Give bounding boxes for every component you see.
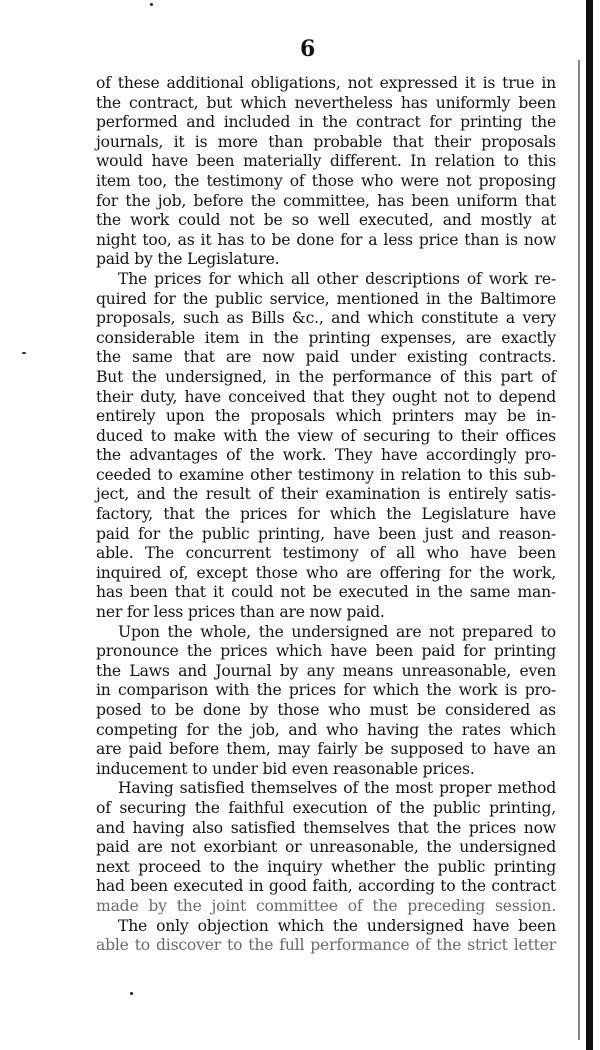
binding-edge <box>576 0 600 1050</box>
text-line: able. The concurrent testimony of all who have been <box>96 544 556 563</box>
text-line: entirely upon the proposals which printers may be in- <box>96 407 556 426</box>
ink-speck <box>22 352 26 354</box>
text-line: made by the joint committee of the preceding session. <box>96 896 556 915</box>
text-line: and having also satisfied themselves that the prices now <box>96 818 556 837</box>
text-line: the work could not be so well executed, and mostly at <box>96 211 556 230</box>
text-line: The only objection which the undersigned have been <box>118 916 556 935</box>
text-line: Having satisfied themselves of the most proper method <box>118 779 556 798</box>
text-line: duced to make with the view of securing to their offices <box>96 426 556 445</box>
text-line: would have been materially different. In relation to this <box>96 152 556 171</box>
text-line: their duty, have conceived that they ought not to depend <box>96 387 556 406</box>
text-line: performed and included in the contract for printing the <box>96 113 556 132</box>
text-line: ject, and the result of their examination is entirely satis- <box>96 485 556 504</box>
text-line: factory, that the prices for which the Legislature have <box>96 505 556 524</box>
text-line: in comparison with the prices for which the work is pro- <box>96 681 556 700</box>
text-line: the same that are now paid under existing contracts. <box>96 348 556 367</box>
ink-speck <box>130 992 133 995</box>
text-line: next proceed to the inquiry whether the public printing <box>96 857 556 876</box>
text-line: had been executed in good faith, according to the contract <box>96 877 556 896</box>
text-line: night too, as it has to be done for a less price than is now <box>96 230 556 249</box>
text-line: able to discover to the full performance of the strict letter <box>96 936 556 955</box>
text-line: ceeded to examine other testimony in relation to this sub- <box>96 465 556 484</box>
text-line: the contract, but which nevertheless has uniformly been <box>96 93 556 112</box>
text-line: has been that it could not be executed in the same man- <box>96 583 556 602</box>
text-line: competing for the job, and who having the rates which <box>96 720 556 739</box>
text-line: ner for less prices than are now paid. <box>96 603 385 622</box>
page-number: 6 <box>300 36 316 62</box>
text-line: pronounce the prices which have been paid for printing <box>96 642 556 661</box>
text-line: posed to be done by those who must be considered as <box>96 701 556 719</box>
text-line: considerable item in the printing expenses, are exactly <box>96 328 556 347</box>
text-line: paid are not exorbiant or unreasonable, the undersigned <box>96 838 556 857</box>
text-line: the advantages of the work. They have accordingly pro- <box>96 446 556 465</box>
text-line: The prices for which all other descriptions of work re- <box>118 269 556 288</box>
text-line: Upon the whole, the undersigned are not prepared to <box>118 622 556 641</box>
body-text <box>96 74 556 956</box>
text-line: journals, it is more than probable that their proposals <box>96 132 556 151</box>
text-line: inquired of, except those who are offering for the work, <box>96 563 556 582</box>
text-line: are paid before them, may fairly be supposed to have an <box>96 740 556 759</box>
text-line: paid for the public printing, have been just and reason- <box>96 524 556 543</box>
ink-speck <box>150 3 153 6</box>
text-line: proposals, such as Bills &c., and which constitute a very <box>96 309 556 328</box>
text-line: quired for the public service, mentioned in the Baltimore <box>96 289 556 308</box>
text-line: inducement to under bid even reasonable prices. <box>96 759 475 778</box>
text-line: paid by the Legislature. <box>96 250 280 269</box>
text-line: item too, the testimony of those who were not proposing <box>96 171 556 190</box>
text-line: for the job, before the committee, has been uniform that <box>96 191 556 210</box>
text-line: But the undersigned, in the performance of this part of <box>96 367 556 386</box>
text-line: of securing the faithful execution of the public printing, <box>96 798 556 817</box>
text-line: the Laws and Journal by any means unreasonable, even <box>96 661 556 680</box>
text-line: of these additional obligations, not expressed it is true in <box>96 74 556 92</box>
